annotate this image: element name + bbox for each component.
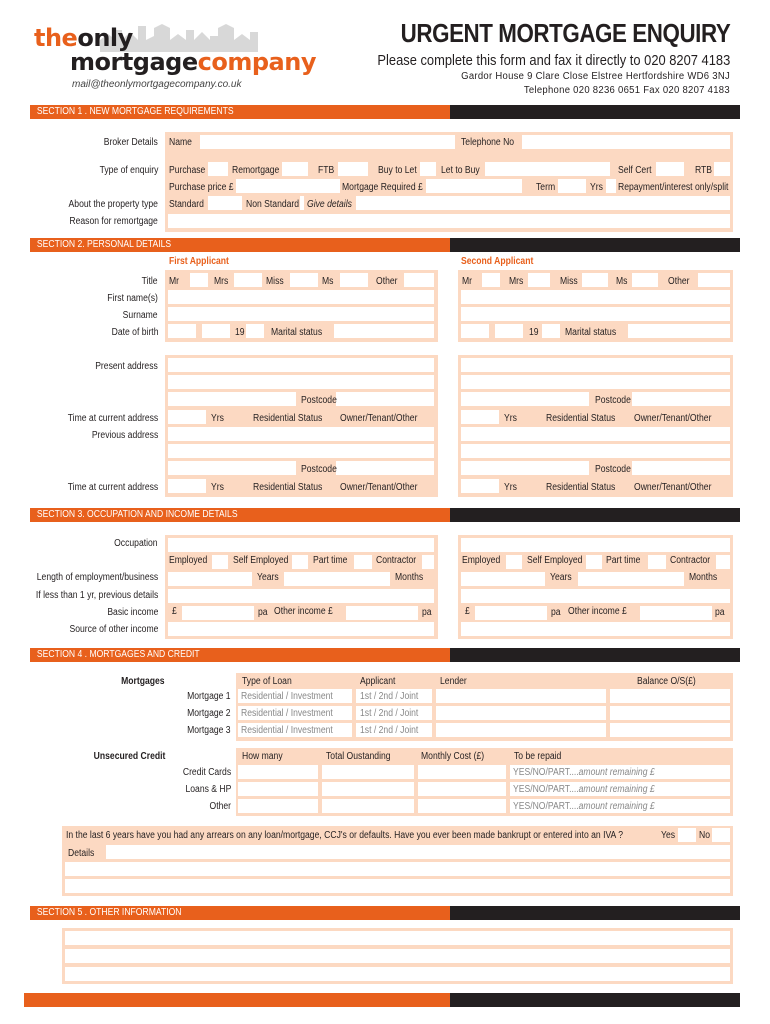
other-yes-no-part: YES/NO/PART.... — [513, 801, 579, 812]
standard-checkbox[interactable] — [208, 196, 242, 210]
buy-to-let-checkbox[interactable] — [420, 162, 436, 176]
fa-self-employed-box[interactable] — [292, 555, 308, 569]
label-time-current: Time at current address — [67, 413, 158, 424]
other-info-line3[interactable] — [65, 967, 730, 981]
col-lender: Lender — [440, 676, 467, 687]
sa-label-res-status: Residential Status — [546, 413, 616, 424]
fa-label-pa-other: pa — [422, 607, 432, 618]
sa-prev-postcode[interactable] — [632, 461, 730, 475]
sa-part-time-box[interactable] — [648, 555, 666, 569]
sa-label-self-employed: Self Employed — [527, 555, 583, 566]
fa-source-other-field[interactable] — [168, 622, 434, 636]
remortgage-checkbox[interactable] — [282, 162, 308, 176]
sa-label-other: Other — [668, 276, 690, 287]
mortgage-required-field[interactable] — [426, 179, 522, 193]
fa-label-marital: Marital status — [271, 327, 323, 338]
label-arrears-no: No — [699, 830, 711, 841]
m1-balance-field[interactable] — [610, 689, 730, 703]
fa-title-mrs-box[interactable] — [234, 273, 262, 287]
sa-label-yrs: Yrs — [504, 413, 517, 424]
fa-dob-year[interactable] — [246, 324, 264, 338]
sa-present-address-line3[interactable] — [461, 392, 589, 406]
fa-label-postcode: Postcode — [301, 395, 337, 406]
fa-title-mr-box[interactable] — [190, 273, 208, 287]
label-purchase-price: Purchase price £ — [169, 182, 234, 193]
fa-occupation-field[interactable] — [168, 538, 434, 552]
fa-prev-address-line2[interactable] — [168, 444, 434, 458]
label-non-standard: Non Standard — [246, 199, 300, 210]
footer-bar-dark — [450, 993, 740, 1007]
fa-present-postcode[interactable] — [336, 392, 434, 406]
sa-dob-month[interactable] — [495, 324, 523, 338]
logo-text-the: the — [34, 24, 78, 52]
sa-prev-address-line3[interactable] — [461, 461, 589, 475]
other-info-line2[interactable] — [65, 949, 730, 963]
m2-balance-field[interactable] — [610, 706, 730, 720]
col-how-many: How many — [242, 751, 283, 762]
purchase-checkbox[interactable] — [208, 162, 228, 176]
label-unsecured-credit: Unsecured Credit — [93, 751, 165, 762]
fa-label-yrs: Yrs — [211, 413, 224, 424]
col-applicant: Applicant — [360, 676, 396, 687]
fa-label-other: Other — [376, 276, 398, 287]
m2-residential-text: Residential / Investment — [241, 708, 333, 719]
sa-dob-day[interactable] — [461, 324, 489, 338]
sa-dob-year[interactable] — [542, 324, 560, 338]
rtb-checkbox[interactable] — [714, 162, 730, 176]
non-standard-checkbox[interactable] — [300, 196, 304, 210]
other-amount-remaining: amount remaining £ — [578, 801, 655, 812]
m1-lender-field[interactable] — [436, 689, 606, 703]
fa-length-months-field[interactable] — [284, 572, 390, 586]
section1-header-bar — [450, 105, 740, 119]
sa-label-employed: Employed — [462, 555, 501, 566]
fa-label-months: Months — [395, 572, 424, 583]
fa-contractor-box[interactable] — [422, 555, 434, 569]
fa-present-address-line1[interactable] — [168, 358, 434, 372]
form-title: URGENT MORTGAGE ENQUIRY — [400, 18, 730, 48]
fa-prev-postcode[interactable] — [336, 461, 434, 475]
fa-label-postcode-prev: Postcode — [301, 464, 337, 475]
cc-monthly[interactable] — [418, 765, 506, 779]
fa-title-ms-box[interactable] — [340, 273, 368, 287]
sa-label-miss: Miss — [560, 276, 578, 287]
label-let-to-buy: Let to Buy — [441, 165, 480, 176]
sa-employed-box[interactable] — [506, 555, 522, 569]
loans-total[interactable] — [322, 782, 414, 796]
label-remortgage: Remortgage — [232, 165, 280, 176]
telephone-field[interactable] — [522, 135, 730, 149]
cc-amount-remaining: amount remaining £ — [578, 767, 655, 778]
m3-balance-field[interactable] — [610, 723, 730, 737]
label-ftb: FTB — [318, 165, 335, 176]
m1-joint-text: 1st / 2nd / Joint — [360, 691, 419, 702]
col-to-be-repaid: To be repaid — [514, 751, 562, 762]
footer-bar-orange — [24, 993, 450, 1007]
sa-previous-details-field[interactable] — [461, 589, 730, 603]
sa-surname-field[interactable] — [461, 307, 730, 321]
fa-present-address-line3[interactable] — [168, 392, 296, 406]
repayment-field[interactable] — [606, 179, 616, 193]
sa-label-other-income: Other income £ — [568, 606, 627, 617]
sa-label-pound: £ — [465, 606, 470, 617]
self-cert-checkbox[interactable] — [656, 162, 684, 176]
sa-title-mr-box[interactable] — [482, 273, 500, 287]
sa-self-employed-box[interactable] — [586, 555, 602, 569]
label-basic-income: Basic income — [106, 607, 158, 618]
label-mortgages: Mortgages — [121, 676, 165, 687]
sa-length-years-field[interactable] — [461, 572, 545, 586]
company-phone: Telephone 020 8236 0651 Fax 020 8207 4183 — [523, 85, 730, 96]
arrears-question: In the last 6 years have you had any arrears on any loan/mortgage, CCJ's or defaults. Have you ever been made bankrupt or entered into an IVA ? — [66, 830, 623, 841]
fa-other-income-field[interactable] — [346, 606, 418, 620]
fa-label-res-status: Residential Status — [253, 413, 323, 424]
label-telephone: Telephone No — [461, 137, 515, 148]
section4-header-bar — [450, 648, 740, 662]
label-loans-hp: Loans & HP — [185, 784, 231, 795]
fa-label-pa: pa — [258, 607, 268, 618]
form-subtitle: Please complete this form and fax it directly to 020 8207 4183 — [377, 52, 730, 69]
fa-marital-field[interactable] — [334, 324, 434, 338]
label-previous-address: Previous address — [91, 430, 158, 441]
fa-label-other-income: Other income £ — [274, 606, 333, 617]
second-applicant-heading: Second Applicant — [461, 256, 534, 267]
sa-label-res-status-prev: Residential Status — [546, 482, 616, 493]
label-give-details: Give details — [307, 199, 352, 210]
sa-title-mrs-box[interactable] — [528, 273, 550, 287]
fa-title-other-box[interactable] — [404, 273, 434, 287]
label-self-cert: Self Cert — [618, 165, 652, 176]
fa-time-prev-yrs[interactable] — [168, 479, 206, 493]
sa-length-months-field[interactable] — [578, 572, 684, 586]
fa-label-19: 19 — [235, 327, 245, 338]
fa-label-employed: Employed — [169, 555, 208, 566]
fa-prev-address-line1[interactable] — [168, 427, 434, 441]
fa-label-mrs: Mrs — [214, 276, 229, 287]
fa-part-time-box[interactable] — [354, 555, 372, 569]
cc-how-many[interactable] — [238, 765, 318, 779]
label-broker-details: Broker Details — [103, 137, 158, 148]
label-term: Term — [536, 182, 556, 193]
fa-label-mr: Mr — [169, 276, 180, 287]
sa-other-income-field[interactable] — [640, 606, 712, 620]
label-length: Length of employment/business — [36, 572, 158, 583]
fa-dob-month[interactable] — [202, 324, 230, 338]
sa-prev-address-line2[interactable] — [461, 444, 730, 458]
m2-lender-field[interactable] — [436, 706, 606, 720]
label-mortgage3: Mortgage 3 — [187, 725, 231, 736]
label-other-credit: Other — [209, 801, 231, 812]
label-reason-remortgage: Reason for remortgage — [69, 216, 158, 227]
label-buy-to-let: Buy to Let — [378, 165, 417, 176]
label-less-than: If less than 1 yr, previous details — [35, 590, 158, 601]
label-mortgage-required: Mortgage Required £ — [342, 182, 423, 193]
sa-label-years: Years — [550, 572, 572, 583]
sa-label-postcode-prev: Postcode — [595, 464, 631, 475]
label-type-enquiry: Type of enquiry — [99, 165, 158, 176]
section5-header: SECTION 5 . OTHER INFORMATION — [30, 906, 450, 920]
cc-yes-no-part: YES/NO/PART.... — [513, 767, 579, 778]
label-term-yrs: Yrs — [590, 182, 603, 193]
sa-time-prev-yrs[interactable] — [461, 479, 499, 493]
fa-label-owner: Owner/Tenant/Other — [340, 413, 418, 424]
m2-joint-text: 1st / 2nd / Joint — [360, 708, 419, 719]
fa-label-yrs-prev: Yrs — [211, 482, 224, 493]
reason-remortgage-field[interactable] — [168, 214, 730, 228]
sa-label-pa-other: pa — [715, 607, 725, 618]
sa-label-marital: Marital status — [565, 327, 617, 338]
sa-prev-address-line1[interactable] — [461, 427, 730, 441]
ftb-checkbox[interactable] — [338, 162, 368, 176]
label-repayment: Repayment/interest only/split — [618, 182, 729, 193]
sa-label-mr: Mr — [462, 276, 473, 287]
arrears-no-box[interactable] — [712, 828, 730, 842]
col-total-outstanding: Total Oustanding — [326, 751, 391, 762]
fa-dob-day[interactable] — [168, 324, 196, 338]
sa-occupation-field[interactable] — [461, 538, 730, 552]
label-standard: Standard — [169, 199, 204, 210]
fa-previous-details-field[interactable] — [168, 589, 434, 603]
m1-residential-text: Residential / Investment — [241, 691, 333, 702]
purchase-price-field[interactable] — [236, 179, 340, 193]
col-balance: Balance O/S(£) — [637, 676, 696, 687]
fa-label-self-employed: Self Employed — [233, 555, 289, 566]
label-dob: Date of birth — [111, 327, 158, 338]
fa-surname-field[interactable] — [168, 307, 434, 321]
fa-label-part-time: Part time — [313, 555, 348, 566]
section4-header: SECTION 4 . MORTGAGES AND CREDIT — [30, 648, 450, 662]
label-mortgage1: Mortgage 1 — [187, 691, 231, 702]
section5-header-bar — [450, 906, 740, 920]
sa-label-ms: Ms — [616, 276, 628, 287]
logo-text-only: only — [77, 24, 133, 52]
fa-first-names-field[interactable] — [168, 290, 434, 304]
other-how-many[interactable] — [238, 799, 318, 813]
fa-label-res-status-prev: Residential Status — [253, 482, 323, 493]
fa-employed-box[interactable] — [212, 555, 228, 569]
sa-label-19: 19 — [529, 327, 539, 338]
sa-contractor-box[interactable] — [716, 555, 730, 569]
label-arrears-yes: Yes — [661, 830, 676, 841]
sa-label-mrs: Mrs — [509, 276, 524, 287]
loans-amount-remaining: amount remaining £ — [578, 784, 655, 795]
fa-label-contractor: Contractor — [376, 555, 417, 566]
loans-monthly[interactable] — [418, 782, 506, 796]
m3-joint-text: 1st / 2nd / Joint — [360, 725, 419, 736]
fa-length-years-field[interactable] — [168, 572, 252, 586]
sa-basic-income-field[interactable] — [475, 606, 547, 620]
sa-label-contractor: Contractor — [670, 555, 711, 566]
company-email[interactable]: mail@theonlymortgagecompany.co.uk — [72, 79, 242, 90]
logo-text-company: company — [197, 48, 316, 76]
section3-header: SECTION 3. OCCUPATION AND INCOME DETAILS — [30, 508, 450, 522]
col-type-of-loan: Type of Loan — [242, 676, 292, 687]
sa-label-owner: Owner/Tenant/Other — [634, 413, 712, 424]
fa-label-miss: Miss — [266, 276, 284, 287]
fa-label-owner-prev: Owner/Tenant/Other — [340, 482, 418, 493]
label-title: Title — [142, 276, 158, 287]
sa-label-yrs-prev: Yrs — [504, 482, 517, 493]
other-total[interactable] — [322, 799, 414, 813]
section2-header-bar — [450, 238, 740, 252]
sa-present-address-line2[interactable] — [461, 375, 730, 389]
company-address: Gardor House 9 Clare Close Elstree Hertfordshire WD6 3NJ — [461, 71, 730, 82]
name-field[interactable] — [200, 135, 455, 149]
arrears-details-line1[interactable] — [106, 845, 730, 859]
label-time-previous: Time at current address — [67, 482, 158, 493]
sa-label-pa: pa — [551, 607, 561, 618]
label-surname: Surname — [123, 310, 158, 321]
sa-present-address-line1[interactable] — [461, 358, 730, 372]
sa-first-names-field[interactable] — [461, 290, 730, 304]
sa-title-other-box[interactable] — [698, 273, 730, 287]
cc-total[interactable] — [322, 765, 414, 779]
sa-label-part-time: Part time — [606, 555, 641, 566]
sa-title-ms-box[interactable] — [632, 273, 658, 287]
fa-title-miss-box[interactable] — [290, 273, 318, 287]
sa-time-current-yrs[interactable] — [461, 410, 499, 424]
label-about-property: About the property type — [68, 199, 158, 210]
section2-header: SECTION 2. PERSONAL DETAILS — [30, 238, 450, 252]
label-name: Name — [169, 137, 192, 148]
loans-yes-no-part: YES/NO/PART.... — [513, 784, 579, 795]
let-to-buy-checkbox[interactable] — [485, 162, 610, 176]
loans-how-many[interactable] — [238, 782, 318, 796]
give-details-field[interactable] — [356, 196, 730, 210]
label-purchase: Purchase — [169, 165, 206, 176]
section1-header: SECTION 1 . NEW MORTGAGE REQUIREMENTS — [30, 105, 450, 119]
label-mortgage2: Mortgage 2 — [187, 708, 231, 719]
fa-label-pound: £ — [172, 606, 177, 617]
arrears-details-line2[interactable] — [65, 862, 730, 876]
arrears-yes-box[interactable] — [678, 828, 696, 842]
col-monthly-cost: Monthly Cost (£) — [421, 751, 485, 762]
label-rtb: RTB — [695, 165, 713, 176]
other-monthly[interactable] — [418, 799, 506, 813]
section3-header-bar — [450, 508, 740, 522]
m3-residential-text: Residential / Investment — [241, 725, 333, 736]
label-first-names: First name(s) — [107, 293, 158, 304]
label-source-other: Source of other income — [69, 624, 158, 635]
sa-present-postcode[interactable] — [632, 392, 730, 406]
fa-time-current-yrs[interactable] — [168, 410, 206, 424]
sa-label-owner-prev: Owner/Tenant/Other — [634, 482, 712, 493]
fa-label-years: Years — [257, 572, 279, 583]
other-info-line1[interactable] — [65, 931, 730, 945]
first-applicant-heading: First Applicant — [169, 256, 229, 267]
sa-marital-field[interactable] — [628, 324, 730, 338]
label-occupation: Occupation — [114, 538, 158, 549]
m3-lender-field[interactable] — [436, 723, 606, 737]
label-present-address: Present address — [95, 361, 158, 372]
term-field[interactable] — [558, 179, 586, 193]
fa-prev-address-line3[interactable] — [168, 461, 296, 475]
sa-label-months: Months — [689, 572, 718, 583]
fa-present-address-line2[interactable] — [168, 375, 434, 389]
logo-text-mortgage: mortgage — [70, 48, 198, 76]
label-details: Details — [68, 848, 95, 859]
fa-basic-income-field[interactable] — [182, 606, 254, 620]
arrears-details-line3[interactable] — [65, 879, 730, 893]
sa-title-miss-box[interactable] — [582, 273, 608, 287]
sa-label-postcode: Postcode — [595, 395, 631, 406]
sa-source-other-field[interactable] — [461, 622, 730, 636]
fa-label-ms: Ms — [322, 276, 334, 287]
label-credit-cards: Credit Cards — [182, 767, 231, 778]
